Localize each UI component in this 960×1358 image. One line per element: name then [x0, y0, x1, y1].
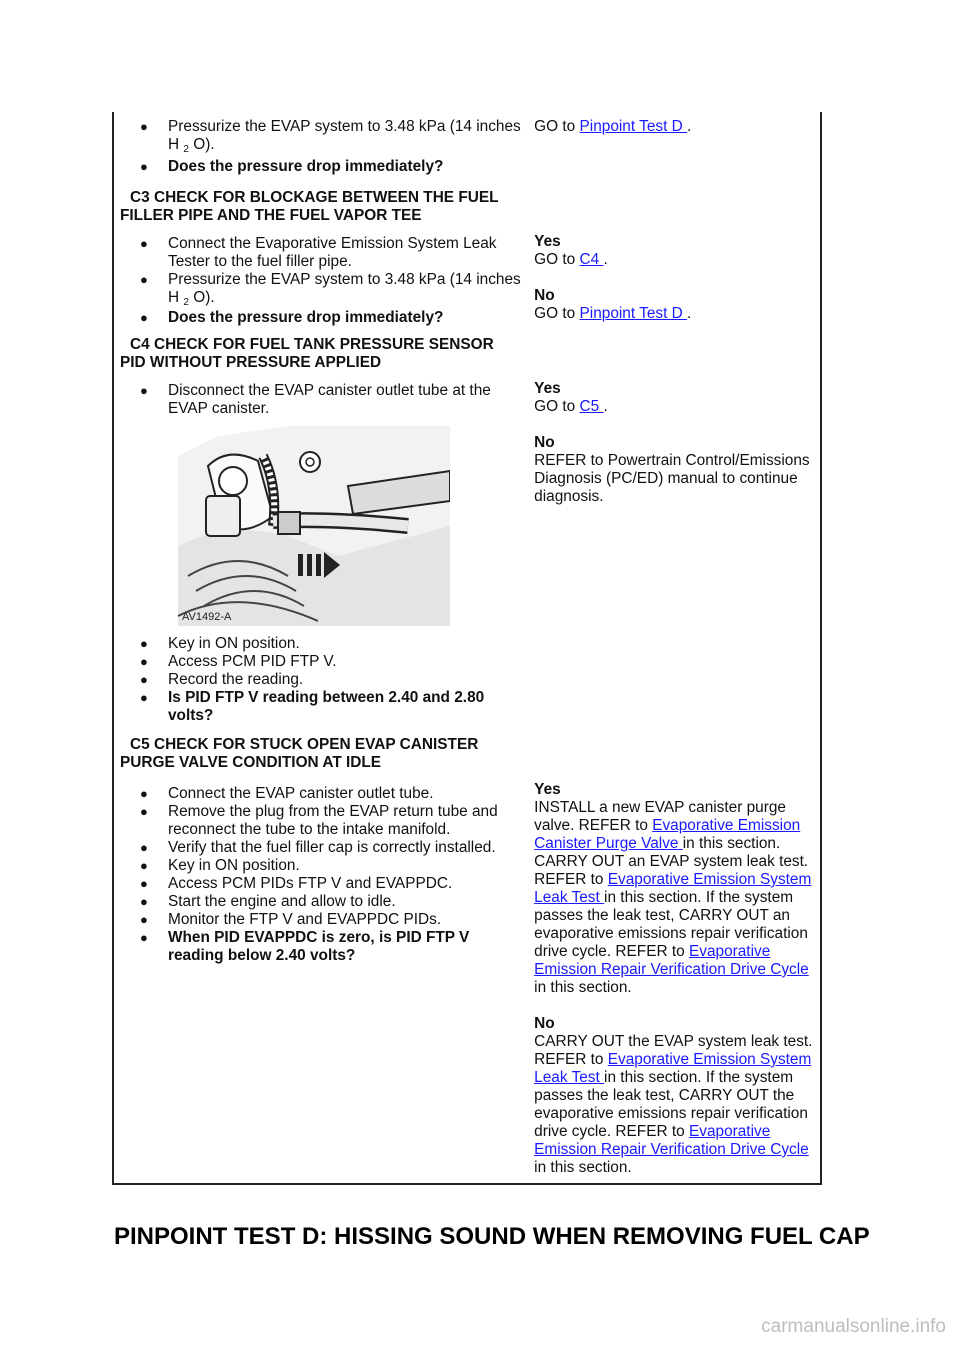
list-item: ● Disconnect the EVAP canister outlet tube at the EVAP canister.	[168, 382, 522, 418]
leak-test-link[interactable]: Evaporative Emission System Leak Test	[534, 871, 812, 906]
step-list	[120, 235, 522, 327]
list-item: ● Connect the Evaporative Emission System Leak Tester to the fuel filler pipe.	[168, 235, 522, 271]
list-item: ● Key in ON position.	[168, 635, 522, 653]
watermark: carmanualsonline.info	[761, 1316, 946, 1337]
section-title: PINPOINT TEST D: HISSING SOUND WHEN REMOVING FUEL CAP	[114, 1223, 870, 1250]
result-cell: Yes GO to C5 . No REFER to Powertrain Control/Emissions Diagnosis (PC/ED) manual to continue diagnosis.	[534, 380, 810, 505]
result-cell: Yes INSTALL a new EVAP canister purge valve. REFER to Evaporative Emission Canister Purge Valve in this section. CARRY OUT an EVAP system leak test. REFER to Evaporative Emission System Leak Test in this section. If the system passes the leak test, CARRY OUT an evaporative emissions repair verification drive cycle. REFER to Evaporative Emission Repair Verification Drive Cycle in this section. No CARRY OUT the EVAP system leak test. REFER to Evaporative Emission System Leak Test in this section. If the system passes the leak test, CARRY OUT the evaporative emissions repair verification drive cycle. REFER to Evaporative Emission Repair Verification Drive Cycle in this section.	[534, 781, 813, 1176]
drive-cycle-link[interactable]: Evaporative Emission Repair Verification Drive Cycle	[534, 943, 809, 978]
step-question: ● Does the pressure drop immediately?	[168, 309, 522, 327]
step-list	[120, 635, 522, 725]
list-item: ● Remove the plug from the EVAP return tube and reconnect the tube to the intake manifold.	[168, 803, 522, 839]
list-item: ● Pressurize the EVAP system to 3.48 kPa (14 inches H $_2$ O).	[168, 118, 522, 154]
list-item: ● Connect the EVAP canister outlet tube.	[168, 785, 522, 803]
test-steps-table	[114, 112, 820, 1183]
step-c3-heading: C3 CHECK FOR BLOCKAGE BETWEEN THE FUEL FILLER PIPE AND THE FUEL VAPOR TEE	[120, 189, 499, 224]
step-question: ● Is PID FTP V reading between 2.40 and 2.80 volts?	[168, 689, 522, 725]
list-item: ● Pressurize the EVAP system to 3.48 kPa (14 inches H $_2$ O).	[168, 271, 522, 307]
drive-cycle-link[interactable]: Evaporative Emission Repair Verification Drive Cycle	[534, 1123, 809, 1158]
list-item: ● Record the reading.	[168, 671, 522, 689]
pinpoint-test-d-link[interactable]: Pinpoint Test D	[579, 118, 688, 135]
table-row	[114, 184, 820, 229]
figure-av1492-a	[120, 418, 522, 635]
table-row	[114, 331, 820, 376]
evap-canister-outlet-illustration	[178, 426, 450, 626]
result-cell: Yes GO to C4 . No GO to Pinpoint Test D .	[534, 233, 692, 322]
pinpoint-test-d-link[interactable]: Pinpoint Test D	[579, 305, 688, 322]
list-item: ● Access PCM PID FTP V.	[168, 653, 522, 671]
list-item: ● Start the engine and allow to idle.	[168, 893, 522, 911]
pinpoint-test-table	[112, 112, 822, 1185]
figure-label: AV1492-A	[182, 611, 232, 623]
step-list	[120, 382, 522, 418]
table-row	[114, 731, 820, 779]
table-row	[114, 112, 820, 184]
purge-valve-link[interactable]: Evaporative Emission Canister Purge Valve	[534, 817, 801, 852]
list-item: ● Access PCM PIDs FTP V and EVAPPDC.	[168, 875, 522, 893]
step-c5-link[interactable]: C5	[579, 398, 604, 415]
result-cell: GO to Pinpoint Test D .	[534, 118, 692, 135]
step-list	[120, 118, 522, 176]
list-item: ● Verify that the fuel filler cap is correctly installed.	[168, 839, 522, 857]
step-question: ● When PID EVAPPDC is zero, is PID FTP V reading below 2.40 volts?	[168, 929, 522, 965]
step-c5-heading: C5 CHECK FOR STUCK OPEN EVAP CANISTER PURGE VALVE CONDITION AT IDLE	[120, 736, 479, 771]
step-c4-heading: C4 CHECK FOR FUEL TANK PRESSURE SENSOR PID WITHOUT PRESSURE APPLIED	[120, 336, 494, 371]
leak-test-link[interactable]: Evaporative Emission System Leak Test	[534, 1051, 812, 1086]
list-item: ● Monitor the FTP V and EVAPPDC PIDs.	[168, 911, 522, 929]
step-question: ● Does the pressure drop immediately?	[168, 158, 522, 176]
step-list	[120, 785, 522, 965]
list-item: ● Key in ON position.	[168, 857, 522, 875]
step-c4-link[interactable]: C4	[579, 251, 604, 268]
